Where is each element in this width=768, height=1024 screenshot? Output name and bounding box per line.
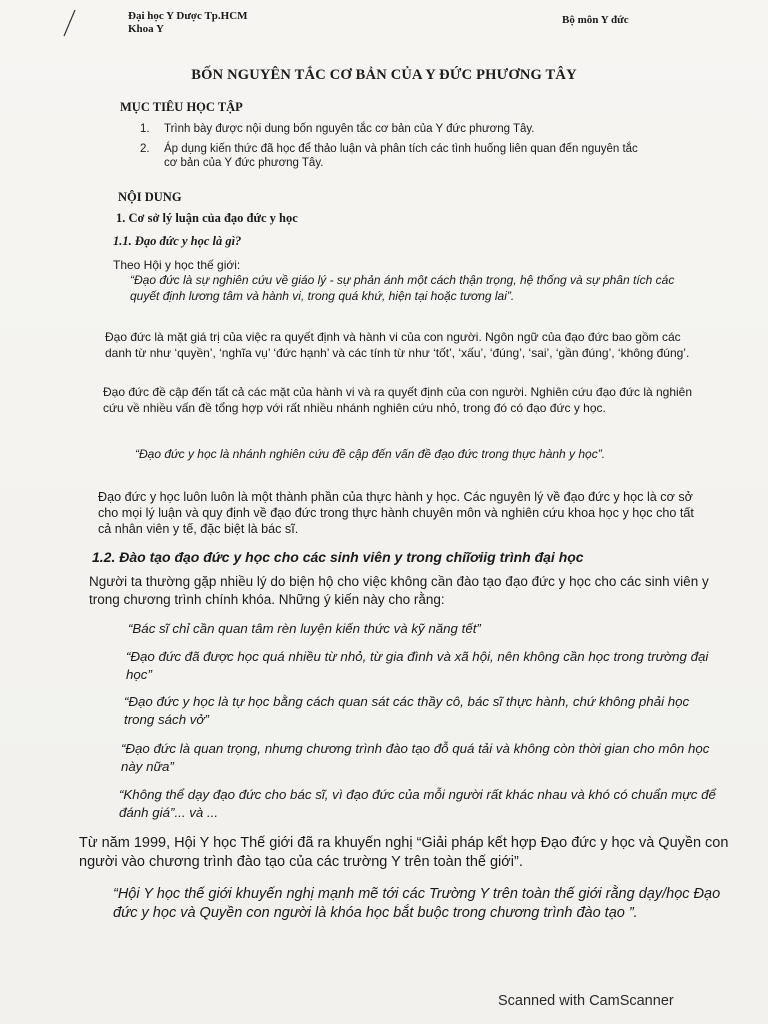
objective-text: Áp dụng kiến thức đã học để thảo luận và phân tích các tình huống liên quan đến nguyên tắc cơ bản của Y đức phương Tây. [164, 143, 638, 169]
department-name: Bộ môn Y đức [562, 14, 629, 26]
objective-item [140, 142, 640, 170]
pen-stroke-mark [60, 8, 80, 38]
objectives-list [140, 122, 640, 176]
wma-recommendation-quote: “Hội Y học thế giới khuyến nghị mạnh mẽ tới các Trường Y trên toàn thế giới rằng dạy/học Đạo đức y học và Quyền con người là khóa học bắt buộc trong chương trình đào tạo ”. [113, 886, 721, 921]
objective-number: 2. [140, 143, 150, 155]
wma-intro: Theo Hội y học thế giới: [113, 258, 241, 272]
medical-ethics-quote: “Đạo đức y học là nhánh nghiên cứu đề cập đến vấn đề đạo đức trong thực hành y học”. [135, 447, 606, 461]
faculty-name: Khoa Y [128, 23, 164, 35]
objective-number: 1. [140, 123, 150, 135]
section-1-2-heading: 1.2. Đào tạo đạo đức y học cho các sinh viên y trong chiĩơiig trình đại học [92, 549, 584, 565]
wma-quote: “Đạo đức là sự nghiên cứu về giáo lý - sự phản ánh một cách thận trọng, hệ thống và sự phân tích các quyết định lương tâm và hành vi, trong quá khứ, hiện tại hoặc tương lai”. [130, 273, 675, 303]
reason-item: “Đạo đức y học là tự học bằng cách quan sát các thầy cô, bác sĩ thực hành, chứ không phải học trong sách vở” [124, 694, 690, 727]
header-institution [128, 10, 248, 36]
paragraph-ethics-scope: Đạo đức đề cập đến tất cả các mặt của hành vi và ra quyết định của con người. Nghiên cứu đạo đức là nghiên cứu về nhiều vấn đề tổng hợp với rất nhiều nhánh nghiên cứu nhỏ, trong đó có đạo đức y học. [103, 385, 693, 415]
content-heading: NỘI DUNG [118, 190, 182, 204]
section-1-1-heading: 1.1. Đạo đức y học là gì? [113, 234, 242, 248]
paragraph-wma-1999: Từ năm 1999, Hội Y học Thế giới đã ra khuyến nghị “Giải pháp kết hợp Đạo đức y học và Quyền con người vào chương trình đào tạo của các trường Y trên toàn thế giới”. [79, 835, 729, 870]
objective-item [140, 122, 640, 136]
reason-item: “Đạo đức đã được học quá nhiều từ nhỏ, từ gia đình và xã hội, nên không cần học trong trường đại học” [126, 649, 709, 682]
paragraph-practice: Đạo đức y học luôn luôn là một thành phần của thực hành y học. Các nguyên lý về đạo đức y học là cơ sở cho mọi lý luận và quy định về đạo đức trong thực hành chuyên môn và nghiên cứu khoa học y học cho tất cả nhân viên y tế, đặc biệt là bác sĩ. [98, 490, 694, 536]
reason-item: “Không thể dạy đạo đức cho bác sĩ, vì đạo đức của mỗi người rất khác nhau và khó có chuẩn mực để đánh giá”... và ... [119, 787, 716, 820]
page-title: BỐN NGUYÊN TẮC CƠ BẢN CỦA Y ĐỨC PHƯƠNG TÂY [191, 67, 577, 83]
objectives-heading: MỤC TIÊU HỌC TẬP [120, 100, 243, 114]
section-1-heading: 1. Cơ sở lý luận của đạo đức y học [116, 211, 298, 225]
reason-item: “Bác sĩ chỉ cần quan tâm rèn luyện kiến thức và kỹ năng tết” [128, 621, 481, 636]
objective-text: Trình bày được nội dung bốn nguyên tắc cơ bản của Y đức phương Tây. [164, 123, 535, 135]
paragraph-objections: Người ta thường gặp nhiều lý do biện hộ cho việc không cần đào tạo đạo đức y học cho các sinh viên y trong chương trình chính khóa. Những ý kiến này cho rằng: [89, 574, 709, 607]
reason-item: “Đạo đức là quan trọng, nhưng chương trình đào tạo đỗ quá tải và không còn thời gian cho môn học này nữa” [121, 741, 710, 774]
paragraph-ethics-values: Đạo đức là mặt giá trị của việc ra quyết định và hành vi của con người. Ngôn ngữ của đạo đức bao gồm các danh từ như ‘quyền’, ‘nghĩa vụ’ ‘đức hạnh’ và các tính từ như ‘tốt’, ‘xấu’, ‘đúng’, ‘sai’, ‘gần đúng’, ‘không đúng’. [105, 330, 690, 360]
university-name: Đại học Y Dược Tp.HCM [128, 10, 248, 22]
camscanner-watermark: Scanned with CamScanner [498, 993, 674, 1009]
